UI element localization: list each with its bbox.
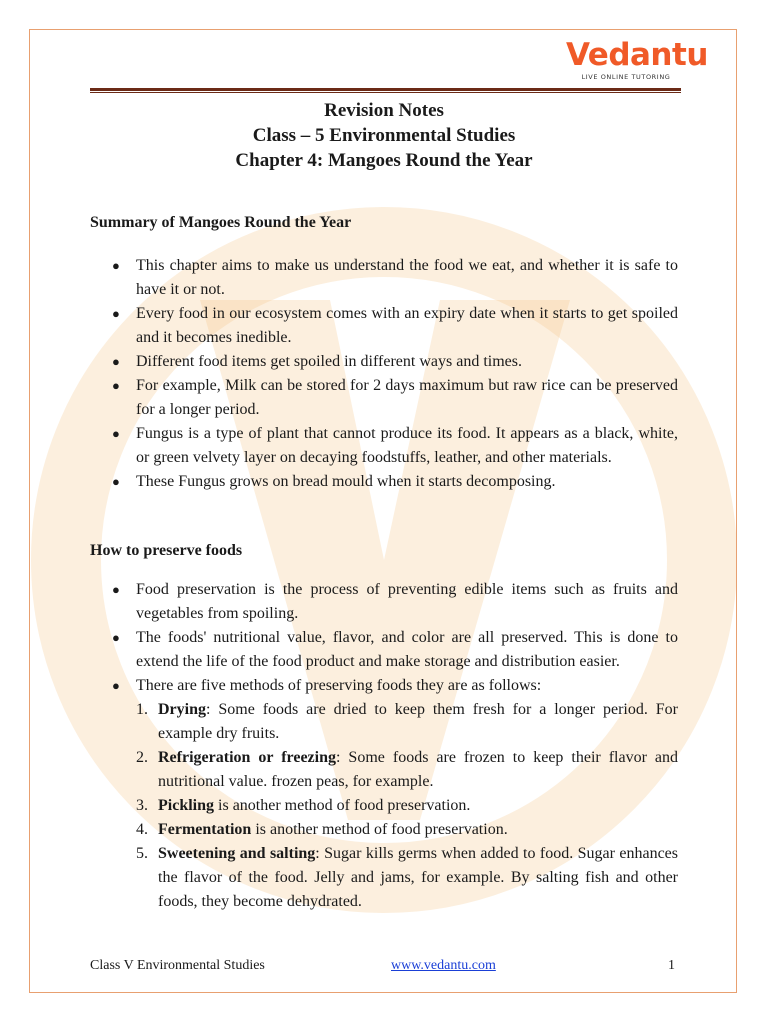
list-item: ● This chapter aims to make us understand the food we eat, and whether it is safe to have it or not. — [90, 254, 678, 302]
method-item: 2. Refrigeration or freezing: Some foods are frozen to keep their flavor and nutritional value. frozen peas, for example. — [136, 749, 679, 790]
bullet-icon: ● — [112, 678, 120, 693]
header-rule-thin — [90, 92, 681, 93]
preserve-list — [90, 578, 678, 914]
page-title — [90, 98, 678, 173]
list-item: ● There are five methods of preserving foods they are as follows: 1. Drying: Some foods are dried to keep them fresh for a longer period. For example dry fruits. 2. Refrigeration or freezing: Some foods are frozen to keep their flavor and nutritional value. frozen peas, for example. 3. Pickling is another method of food preservation. 4. Fermentation is another method of food preservation. 5. Sweetening and salting: Sugar kills germs when added to food. Sugar enhances the flavor of the food. Jelly and jams, for example. By salting fish and other foods, they become dehydrated. — [90, 674, 678, 914]
title-line-1: Revision Notes — [324, 100, 444, 121]
list-item: ● These Fungus grows on bread mould when it starts decomposing. — [90, 470, 678, 494]
footer-website-link[interactable]: www.vedantu.com — [391, 958, 496, 973]
list-item: ● The foods' nutritional value, flavor, and color are all preserved. This is done to extend the life of the food product and make storage and distribution easier. — [90, 626, 678, 674]
methods-list — [136, 698, 678, 914]
summary-list — [90, 254, 678, 494]
bullet-icon: ● — [112, 426, 120, 441]
method-item: 1. Drying: Some foods are dried to keep them fresh for a longer period. For example dry fruits. — [136, 701, 678, 742]
logo-tagline: LIVE ONLINE TUTORING — [581, 73, 671, 81]
title-line-3: Chapter 4: Mangoes Round the Year — [235, 150, 533, 171]
page-number: 1 — [668, 958, 675, 973]
bullet-icon: ● — [112, 354, 120, 369]
bullet-icon: ● — [112, 630, 120, 645]
bullet-icon: ● — [112, 258, 120, 273]
summary-heading: Summary of Mangoes Round the Year — [90, 214, 352, 231]
title-line-2: Class – 5 Environmental Studies — [252, 125, 516, 146]
bullet-icon: ● — [112, 378, 120, 393]
vedantu-logo — [566, 36, 708, 86]
list-item: ● For example, Milk can be stored for 2 days maximum but raw rice can be preserved for a longer period. — [90, 374, 678, 422]
header-rule — [90, 88, 681, 91]
preserve-heading: How to preserve foods — [90, 542, 243, 559]
bullet-icon: ● — [112, 474, 120, 489]
list-item: ● Food preservation is the process of preventing edible items such as fruits and vegetables from spoiling. — [90, 578, 678, 626]
bullet-icon: ● — [112, 582, 120, 597]
list-item: ● Every food in our ecosystem comes with an expiry date when it starts to get spoiled and it becomes inedible. — [90, 302, 678, 350]
list-item: ● Different food items get spoiled in different ways and times. — [90, 350, 678, 374]
method-item: 4. Fermentation is another method of food preservation. — [136, 821, 508, 838]
list-item: ● Fungus is a type of plant that cannot produce its food. It appears as a black, white, or green velvety layer on decaying foodstuffs, leather, and other materials. — [90, 422, 678, 470]
logo-brand: Vedantu — [566, 37, 708, 73]
method-item: 3. Pickling is another method of food preservation. — [136, 797, 471, 814]
footer-title: Class V Environmental Studies — [90, 958, 265, 973]
method-item: 5. Sweetening and salting: Sugar kills germs when added to food. Sugar enhances the flavor of the food. Jelly and jams, for example. By salting fish and other foods, they become dehydrated. — [136, 845, 679, 910]
bullet-icon: ● — [112, 306, 120, 321]
